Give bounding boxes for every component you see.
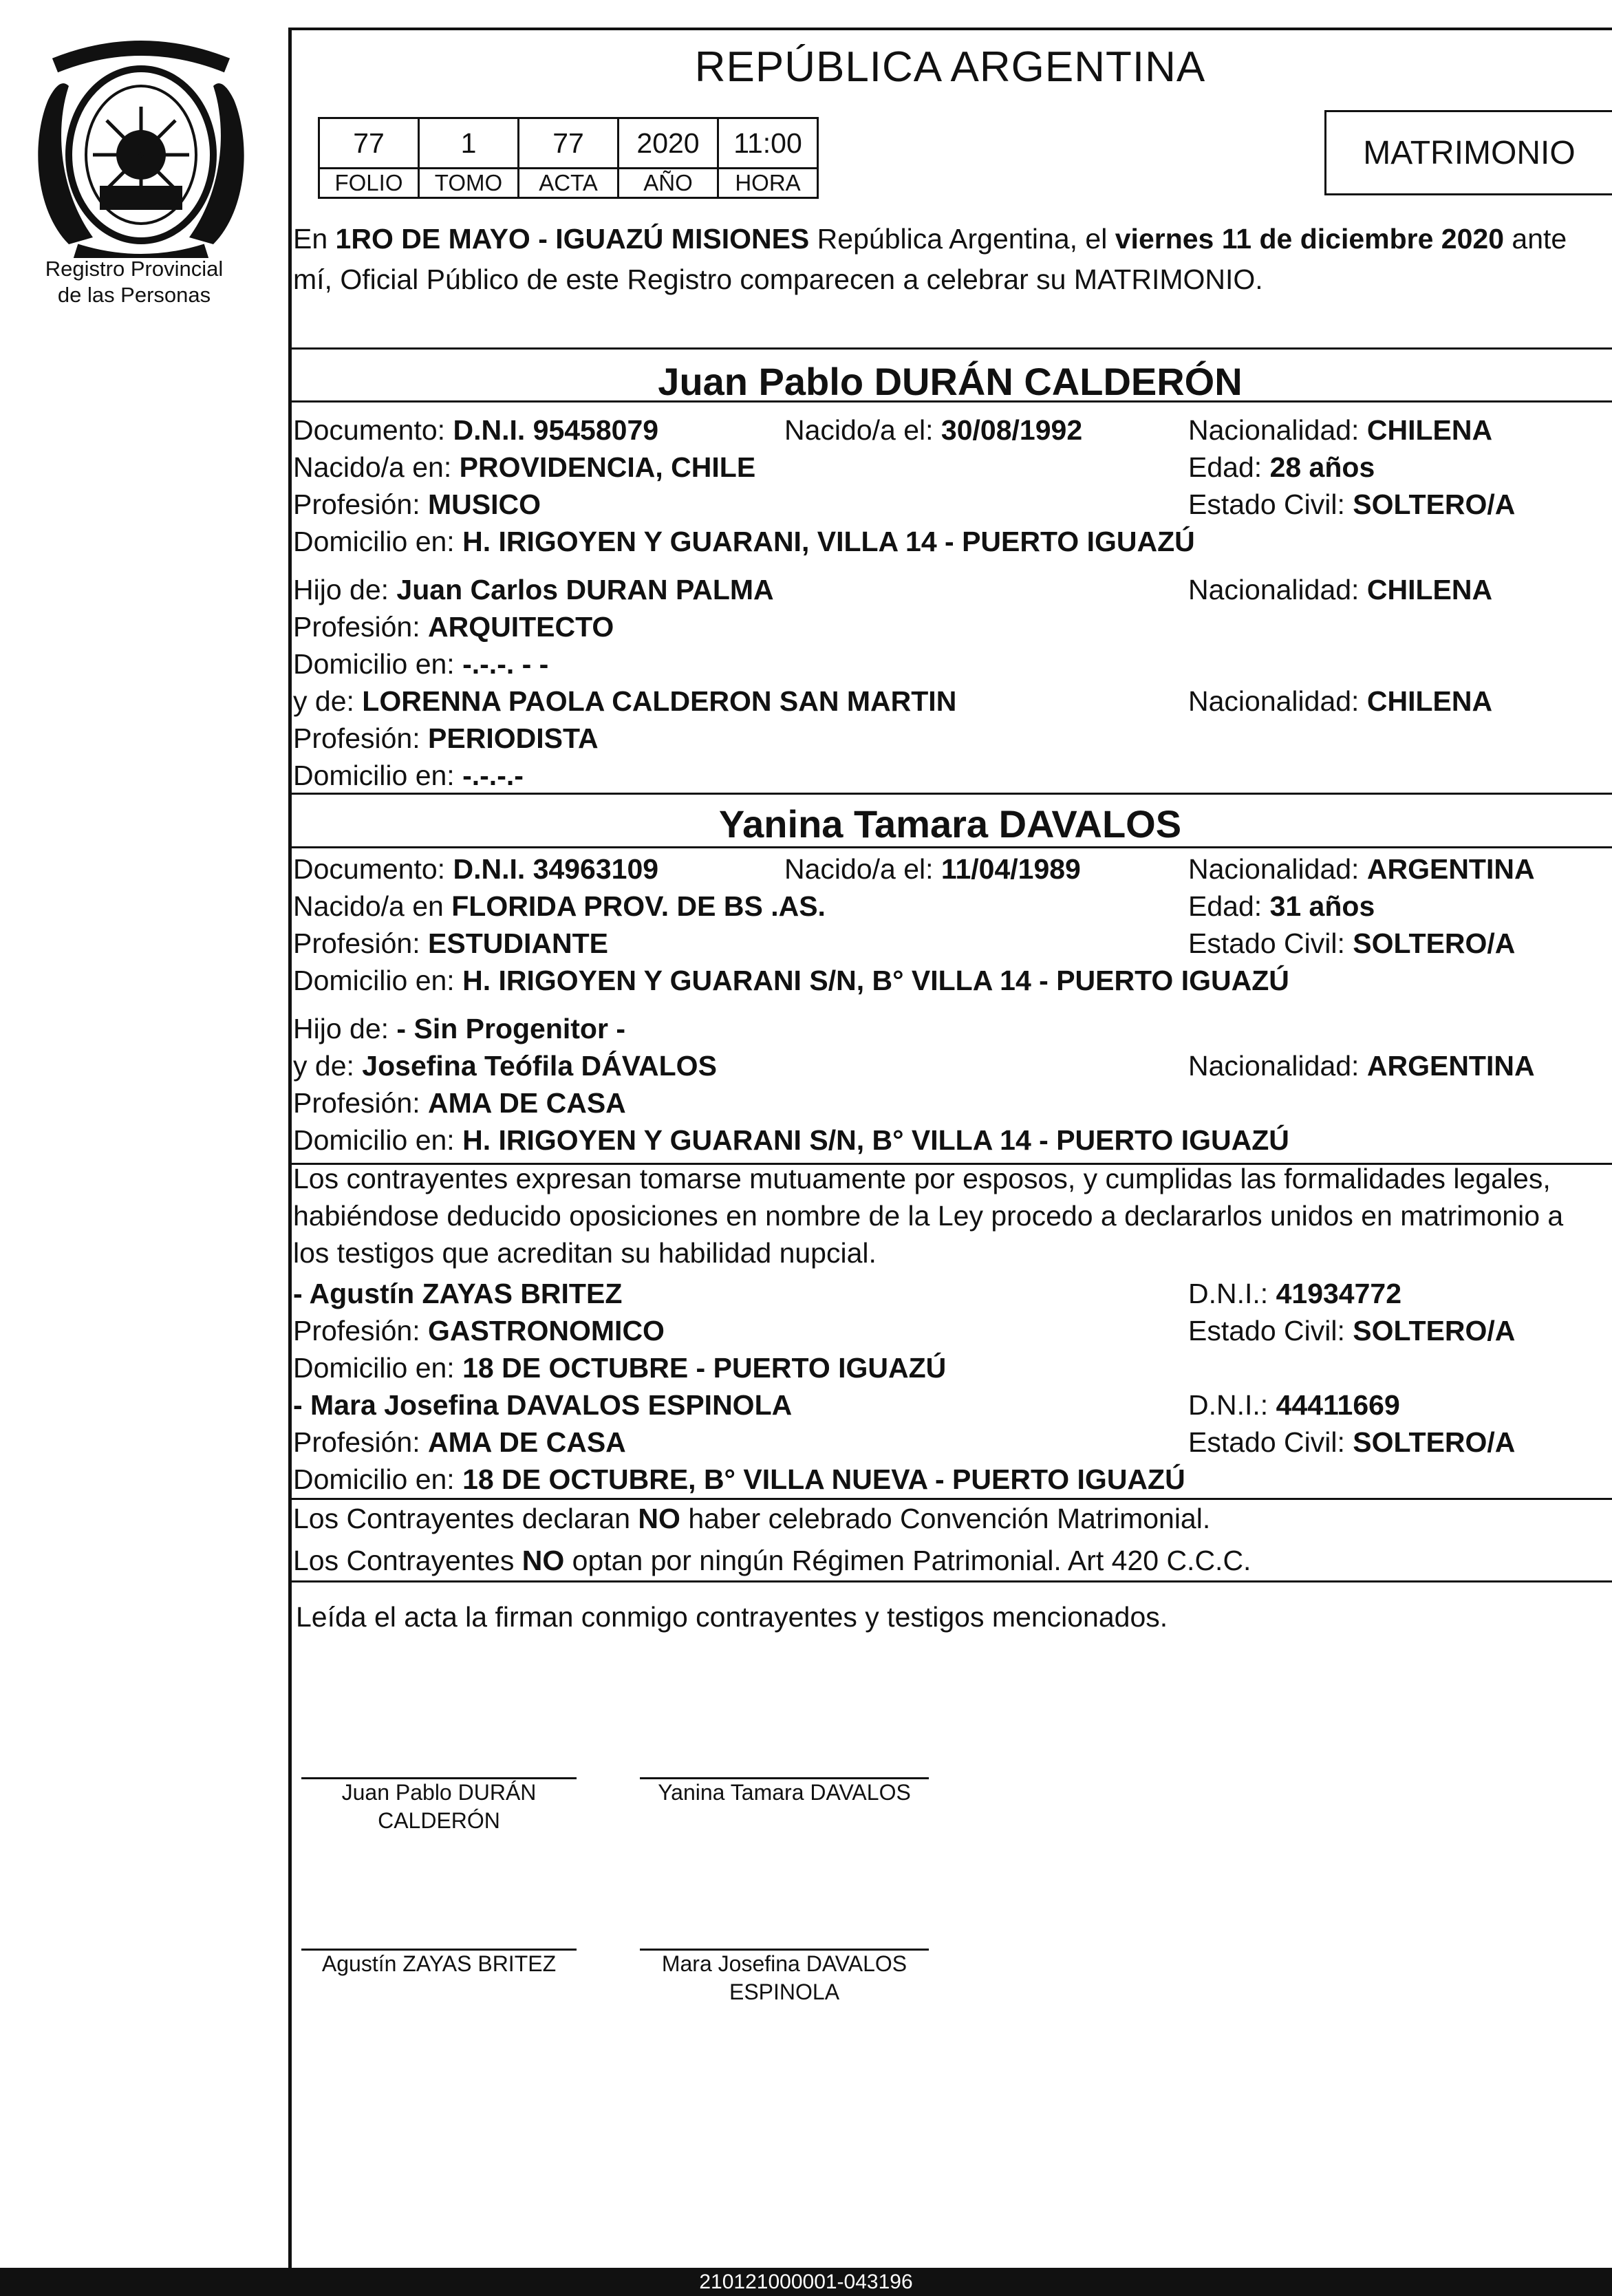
spouse2-birthplace: Nacido/a en FLORIDA PROV. DE BS .AS. <box>293 890 826 922</box>
spouse2-name: Yanina Tamara DAVALOS <box>718 802 1182 846</box>
convention-statement: Los Contrayentes declaran NO haber celebrado Convención Matrimonial. <box>293 1503 1211 1534</box>
hora-value: 11:00 <box>718 118 818 169</box>
folio-value: 77 <box>319 118 419 169</box>
spouse2-mother-nationality: Nacionalidad: ARGENTINA <box>1188 1050 1535 1082</box>
intro-date: viernes 11 de diciembre 2020 <box>1115 223 1505 255</box>
document-title: REPÚBLICA ARGENTINA <box>694 43 1206 91</box>
spouse1-birthplace: Nacido/a en: PROVIDENCIA, CHILE <box>293 451 756 483</box>
anio-value: 2020 <box>619 118 718 169</box>
intro-p2: República Argentina, el <box>809 223 1115 255</box>
spouse2-document: Documento: D.N.I. 34963109 <box>293 853 659 885</box>
record-table <box>318 117 819 199</box>
intro-p3: ante mí, Oficial Público de este Registro comparecen a celebrar su MATRIMONIO. <box>293 223 1567 295</box>
spouse2-mother: y de: Josefina Teófila DÁVALOS <box>293 1050 717 1082</box>
declaration-line2: habiéndose deducido oposiciones en nombre de la Ley procedo a declararlos unidos en matrimonio a <box>293 1200 1564 1232</box>
acta-value: 77 <box>519 118 619 169</box>
spouse2-born-date: Nacido/a el: 11/04/1989 <box>784 853 1081 885</box>
spouse2-father: Hijo de: - Sin Progenitor - <box>293 1013 625 1044</box>
spouse2-civil-status: Estado Civil: SOLTERO/A <box>1188 927 1516 959</box>
hora-label: HORA <box>718 169 818 198</box>
spouse1-mother-profession: Profesión: PERIODISTA <box>293 722 599 754</box>
spouse2-mother-profession: Profesión: AMA DE CASA <box>293 1087 626 1119</box>
anio-label: AÑO <box>619 169 718 198</box>
witness1-name: - Agustín ZAYAS BRITEZ <box>293 1278 623 1309</box>
spouse1-father-address: Domicilio en: -.-.-. - - <box>293 648 549 680</box>
witness2-dni: D.N.I.: 44411669 <box>1188 1389 1400 1421</box>
witness1-address: Domicilio en: 18 DE OCTUBRE - PUERTO IGUAZÚ <box>293 1352 947 1384</box>
intro-place: 1RO DE MAYO - IGUAZÚ MISIONES <box>335 223 810 255</box>
spouse1-father: Hijo de: Juan Carlos DURAN PALMA <box>293 574 774 605</box>
spouse1-mother-address: Domicilio en: -.-.-.- <box>293 760 524 791</box>
document-id-footer: 210121000001-043196 <box>0 2268 1612 2296</box>
spouse1-father-nationality: Nacionalidad: CHILENA <box>1188 574 1493 605</box>
spouse2-mother-address: Domicilio en: H. IRIGOYEN Y GUARANI S/N, B° VILLA 14 - PUERTO IGUAZÚ <box>293 1124 1289 1156</box>
spouse1-mother: y de: LORENNA PAOLA CALDERON SAN MARTIN <box>293 685 957 717</box>
tomo-label: TOMO <box>419 169 519 198</box>
closing-statement: Leída el acta la firman conmigo contrayentes y testigos mencionados. <box>296 1601 1168 1633</box>
divider <box>288 347 1612 350</box>
intro-paragraph <box>293 219 1600 300</box>
seal-label-line2: de las Personas <box>57 283 211 307</box>
spouse1-born-date: Nacido/a el: 30/08/1992 <box>784 414 1083 446</box>
witness1-profession: Profesión: GASTRONOMICO <box>293 1315 665 1347</box>
spouse2-address: Domicilio en: H. IRIGOYEN Y GUARANI S/N, B° VILLA 14 - PUERTO IGUAZÚ <box>293 965 1289 996</box>
spouse2-profession: Profesión: ESTUDIANTE <box>293 927 608 959</box>
witness1-dni: D.N.I.: 41934772 <box>1188 1278 1402 1309</box>
acta-label: ACTA <box>519 169 619 198</box>
spouse1-nationality: Nacionalidad: CHILENA <box>1188 414 1493 446</box>
seal-label <box>21 256 248 308</box>
spouse1-father-profession: Profesión: ARQUITECTO <box>293 611 614 643</box>
witness2-civil-status: Estado Civil: SOLTERO/A <box>1188 1426 1516 1458</box>
record-kind-box: MATRIMONIO <box>1324 110 1612 195</box>
regime-statement: Los Contrayentes NO optan por ningún Régimen Patrimonial. Art 420 C.C.C. <box>293 1545 1251 1576</box>
spouse1-document: Documento: D.N.I. 95458079 <box>293 414 659 446</box>
witness2-address: Domicilio en: 18 DE OCTUBRE, B° VILLA NUEVA - PUERTO IGUAZÚ <box>293 1463 1185 1495</box>
provincial-seal-icon <box>28 38 255 258</box>
signature-witness2: Mara Josefina DAVALOS ESPINOLA <box>661 1951 907 2004</box>
tomo-value: 1 <box>419 118 519 169</box>
spouse2-age: Edad: 31 años <box>1188 890 1375 922</box>
signature-spouse2: Yanina Tamara DAVALOS <box>658 1780 911 1805</box>
spouse1-profession: Profesión: MUSICO <box>293 489 541 520</box>
intro-p1: En <box>293 223 336 255</box>
spouse2-nationality: Nacionalidad: ARGENTINA <box>1188 853 1535 885</box>
signature-spouse1: Juan Pablo DURÁN CALDERÓN <box>341 1780 537 1833</box>
spouse1-name: Juan Pablo DURÁN CALDERÓN <box>658 360 1243 403</box>
signature-witness1: Agustín ZAYAS BRITEZ <box>321 1951 557 1976</box>
spouse1-address: Domicilio en: H. IRIGOYEN Y GUARANI, VILLA 14 - PUERTO IGUAZÚ <box>293 526 1195 557</box>
witness1-civil-status: Estado Civil: SOLTERO/A <box>1188 1315 1516 1347</box>
folio-label: FOLIO <box>319 169 419 198</box>
divider <box>288 1580 1612 1582</box>
spouse1-mother-nationality: Nacionalidad: CHILENA <box>1188 685 1493 717</box>
spouse1-age: Edad: 28 años <box>1188 451 1375 483</box>
declaration-line3: los testigos que acreditan su habilidad nupcial. <box>293 1237 877 1269</box>
witness2-name: - Mara Josefina DAVALOS ESPINOLA <box>293 1389 793 1421</box>
spouse1-civil-status: Estado Civil: SOLTERO/A <box>1188 489 1516 520</box>
declaration-line1: Los contrayentes expresan tomarse mutuamente por esposos, y cumplidas las formalidades legales, <box>293 1163 1551 1194</box>
witness2-profession: Profesión: AMA DE CASA <box>293 1426 626 1458</box>
seal-label-line1: Registro Provincial <box>45 257 224 281</box>
